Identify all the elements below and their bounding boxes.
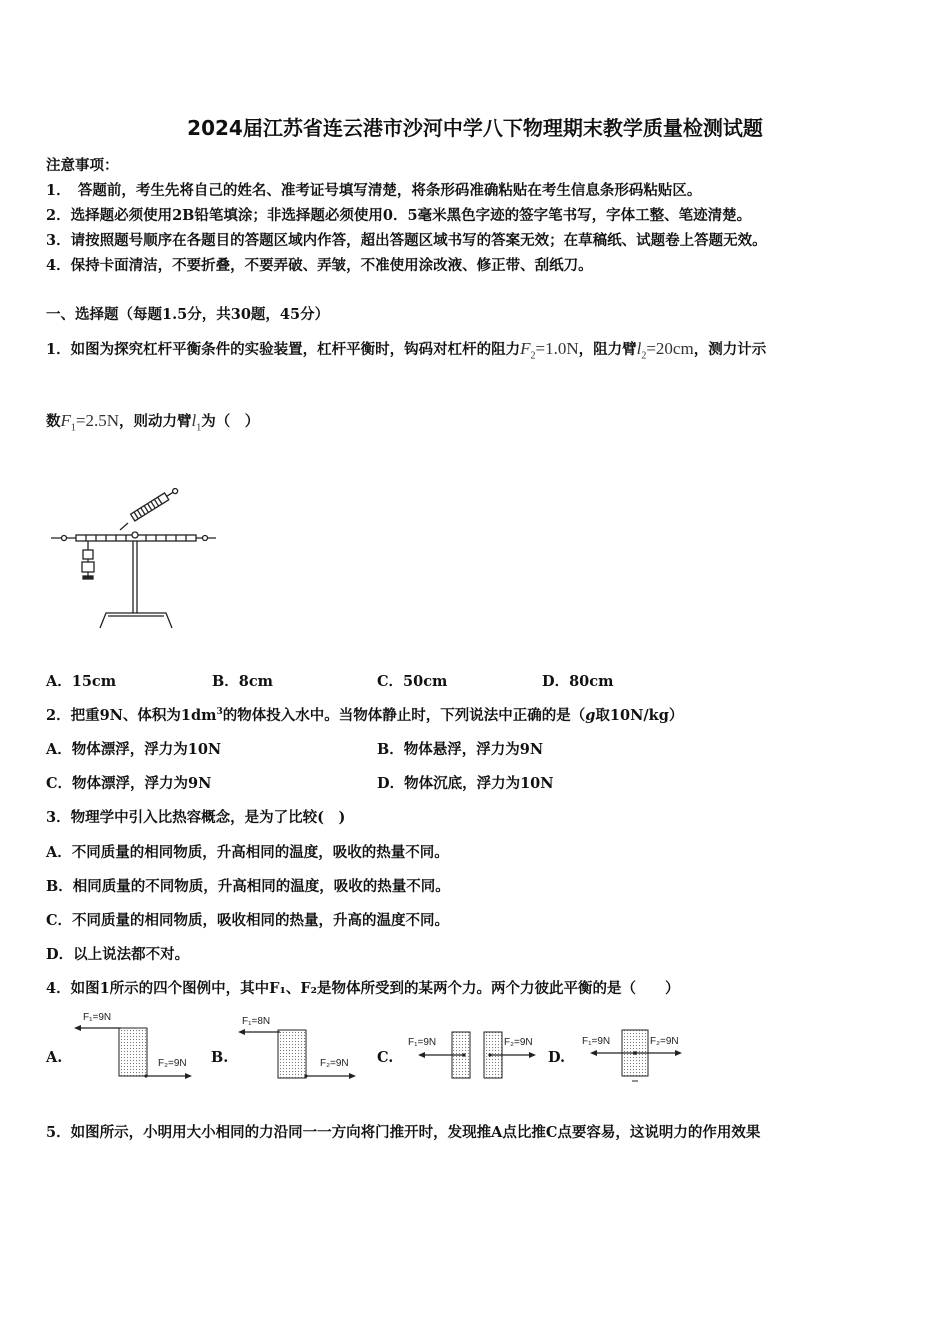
- svg-text:F₁=9N: F₁=9N: [408, 1037, 437, 1048]
- q4-figure-c: [404, 1028, 546, 1082]
- q3-option-c[interactable]: C．不同质量的相同物质，吸收相同的热量，升高的温度不同。: [46, 912, 450, 929]
- q2-option-c[interactable]: C．物体漂浮，浮力为9N: [46, 775, 212, 792]
- svg-text:F₂=9N: F₂=9N: [158, 1058, 187, 1069]
- notice-heading: 注意事项：: [46, 157, 119, 174]
- q4-figure-a: [66, 1008, 206, 1086]
- q4-option-d-letter[interactable]: D.: [548, 1049, 566, 1066]
- q2-stem: 2．把重9N、体积为$1dm^3$的物体投入水中。当物体静止时，下列说法中正确的是（g取10N/kg）: [46, 707, 684, 724]
- notice-item: 3．请按照题号顺序在各题目的答题区域内作答，超出答题区域书写的答案无效；在草稿纸、试题卷上答题无效。: [46, 232, 767, 249]
- svg-text:F₂=9N: F₂=9N: [504, 1037, 533, 1048]
- q4-option-a-letter[interactable]: A.: [46, 1049, 63, 1066]
- q4-figure-b: [234, 1010, 364, 1086]
- formula-l2: $l_2=20cm$: [636, 339, 694, 362]
- q1-stem-line1: 1．如图为探究杠杆平衡条件的实验装置，杠杆平衡时，钩码对杠杆的阻力$F_2=1.0N$，阻力臂$l_2=20cm$，测力计示: [46, 339, 767, 362]
- q3-option-a[interactable]: A．不同质量的相同物质，升高相同的温度，吸收的热量不同。: [46, 844, 449, 861]
- svg-text:F₂=9N: F₂=9N: [650, 1036, 679, 1047]
- notice-item: 2．选择题必须使用2B铅笔填涂；非选择题必须使用0．5毫米黑色字迹的签字笔书写，字体工整、笔迹清楚。: [46, 207, 752, 224]
- q2-option-d[interactable]: D．物体沉底，浮力为10N: [377, 775, 554, 792]
- lever-apparatus-figure: [48, 488, 223, 633]
- q3-stem: 3．物理学中引入比热容概念，是为了比较( ): [46, 809, 346, 826]
- formula-f2: $F_2=1.0N$: [520, 339, 579, 362]
- q4-figure-d: [578, 1026, 694, 1084]
- q4-option-b-letter[interactable]: B.: [211, 1049, 229, 1066]
- q4-option-c-letter[interactable]: C.: [377, 1049, 394, 1066]
- q1-stem-line2: 数$F_1=2.5N$，则动力臂$l_1$为（ ）: [46, 411, 260, 434]
- section-heading: 一、选择题（每题1.5分，共30题，45分）: [46, 306, 330, 323]
- notice-item: 1． 答题前，考生先将自己的姓名、准考证号填写清楚，将条形码准确粘贴在考生信息条形码粘贴区。: [46, 182, 702, 199]
- formula-f1: $F_1=2.5N$: [60, 411, 120, 434]
- q2-option-a[interactable]: A．物体漂浮，浮力为10N: [46, 741, 222, 758]
- q3-option-b[interactable]: B．相同质量的不同物质，升高相同的温度，吸收的热量不同。: [46, 878, 450, 895]
- page-title: 2024届江苏省连云港市沙河中学八下物理期末教学质量检测试题: [187, 116, 763, 140]
- svg-text:F₂=9N: F₂=9N: [320, 1058, 349, 1069]
- q1-option-b[interactable]: B．8cm: [212, 673, 274, 690]
- q2-option-b[interactable]: B．物体悬浮，浮力为9N: [377, 741, 544, 758]
- q1-option-a[interactable]: A．15cm: [46, 673, 117, 690]
- svg-text:F₁=9N: F₁=9N: [83, 1012, 112, 1023]
- svg-text:F₁=8N: F₁=8N: [242, 1016, 271, 1027]
- q5-stem: 5．如图所示，小明用大小相同的力沿同一一方向将门推开时，发现推A点比推C点要容易，这说明力的作用效果: [46, 1124, 761, 1141]
- q4-stem: 4．如图1所示的四个图例中，其中F₁、F₂是物体所受到的某两个力。两个力彼此平衡的是（ ）: [46, 980, 680, 997]
- svg-text:F₁=9N: F₁=9N: [582, 1036, 611, 1047]
- q1-option-d[interactable]: D．80cm: [542, 673, 614, 690]
- q3-option-d[interactable]: D．以上说法都不对。: [46, 946, 190, 963]
- notice-item: 4．保持卡面清洁，不要折叠，不要弄破、弄皱，不准使用涂改液、修正带、刮纸刀。: [46, 257, 593, 274]
- q1-option-c[interactable]: C．50cm: [377, 673, 448, 690]
- symbol-l1: $l_1$: [191, 411, 202, 434]
